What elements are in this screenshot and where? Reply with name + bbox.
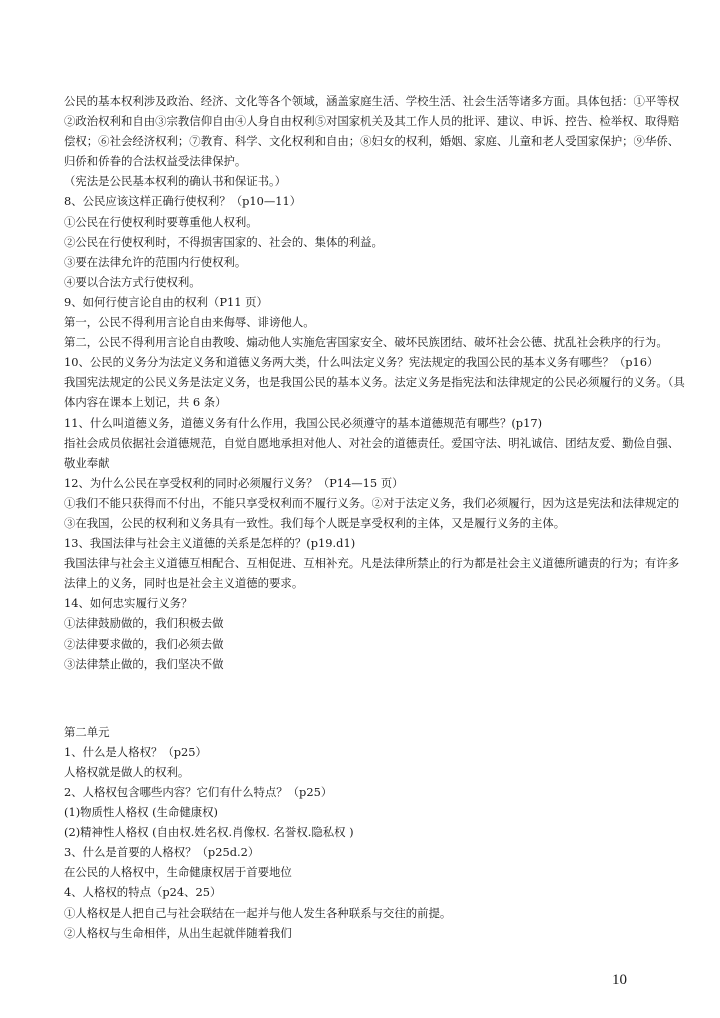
text-line: 人格权就是做人的权利。 [64, 764, 190, 779]
text-line: 10、公民的义务分为法定义务和道德义务两大类，什么叫法定义务？宪法规定的我国公民的基本义务有哪些？（p16） [64, 355, 659, 370]
text-line: 11、什么叫道德义务，道德义务有什么作用，我国公民必须遵守的基本道德规范有哪些？(p17) [64, 415, 543, 430]
text-line: 敬业奉献 [64, 455, 110, 470]
text-line: 13、我国法律与社会主义道德的关系是怎样的？(p19.d1) [64, 536, 356, 551]
text-line: 3、什么是首要的人格权？（p25d.2） [64, 845, 260, 860]
text-line: 第二，公民不得利用言论自由教唆、煽动他人实施危害国家安全、破坏民族团结、破坏社会公德、扰乱社会秩序的行为。 [64, 335, 668, 350]
text-line: 第一，公民不得利用言论自由来侮辱、诽谤他人。 [64, 315, 315, 330]
text-line: (2)精神性人格权 (自由权.姓名权.肖像权. 名誉权.隐私权 ) [64, 825, 354, 840]
section-unit-one [64, 91, 688, 674]
text-line: 1、什么是人格权？（p25） [64, 744, 207, 759]
text-line: 指社会成员依据社会道德规范，自觉自愿地承担对他人、对社会的道德责任。爱国守法、明礼诚信、团结友爱、勤俭自强、 [64, 435, 680, 450]
text-line: 在公民的人格权中，生命健康权居于首要地位 [64, 865, 292, 880]
text-line: ②公民在行使权利时，不得损害国家的、社会的、集体的利益。 [64, 234, 383, 249]
text-line: 2、人格权包含哪些内容？它们有什么特点？（p25） [64, 785, 333, 799]
text-line: (1)物质性人格权 (生命健康权) [64, 805, 218, 820]
text-line: ③在我国，公民的权利和义务具有一致性。我们每个人既是享受权利的主体，又是履行义务的主体。 [64, 515, 566, 530]
section-unit-two [64, 722, 688, 943]
text-line: ①公民在行使权利时要尊重他人权利。 [64, 214, 258, 229]
text-line: 法律上的义务，同时也是社会主义道德的要求。 [64, 576, 304, 591]
text-line: 体内容在课本上划记，共 6 条） [64, 395, 227, 410]
text-line: 公民的基本权利涉及政治、经济、文化等各个领域，涵盖家庭生活、学校生活、社会生活等诸多方面。具体包括：①平等权 [64, 94, 680, 108]
text-line: ③法律禁止做的，我们坚决不做 [64, 656, 224, 671]
text-line: 我国宪法规定的公民义务是法定义务，也是我国公民的基本义务。法定义务是指宪法和法律规定的公民必须履行的义务。（具 [64, 375, 685, 390]
text-line: ④要以合法方式行使权利。 [64, 274, 201, 289]
document-body [64, 91, 688, 943]
text-line: 偿权；⑥社会经济权利；⑦教育、科学、文化权利和自由；⑧妇女的权利，婚姻、家庭、儿童和老人受国家保护；⑨华侨、 [64, 134, 680, 149]
text-line: 第二单元 [64, 724, 110, 739]
text-line: ③要在法律允许的范围内行使权利。 [64, 254, 247, 269]
text-line: 我国法律与社会主义道德互相配合、互相促进、互相补充。凡是法律所禁止的行为都是社会主义道德所谴责的行为；有许多 [64, 556, 680, 571]
text-line: 归侨和侨眷的合法权益受法律保护。 [64, 154, 247, 169]
text-line: ①法律鼓励做的，我们积极去做 [64, 616, 224, 631]
text-line: ②政治权利和自由③宗教信仰自由④人身自由权利⑤对国家机关及其工作人员的批评、建议、申诉、控告、检举权、取得赔 [64, 114, 680, 129]
text-line: 8、公民应该这样正确行使权利？（p10—11） [64, 194, 302, 209]
text-line: ①我们不能只获得而不付出，不能只享受权利而不履行义务。②对于法定义务，我们必须履行，因为这是宪法和法律规定的 [64, 495, 680, 510]
page-number: 10 [612, 972, 627, 988]
text-line: 12、为什么公民在享受权利的同时必须履行义务？（P14—15 页） [64, 475, 404, 490]
text-line: ②人格权与生命相伴，从出生起就伴随着我们 [64, 925, 292, 940]
text-line: 9、如何行使言论自由的权利（P11 页） [64, 294, 268, 309]
section-gap [64, 674, 688, 722]
text-line: 14、如何忠实履行义务？ [64, 596, 193, 611]
text-line: ①人格权是人把自己与社会联结在一起并与他人发生各种联系与交往的前提。 [64, 905, 452, 920]
text-line: （宪法是公民基本权利的确认书和保证书。） [64, 174, 287, 189]
text-line: ②法律要求做的，我们必须去做 [64, 636, 224, 651]
text-line: 4、人格权的特点（p24、25） [64, 885, 222, 900]
